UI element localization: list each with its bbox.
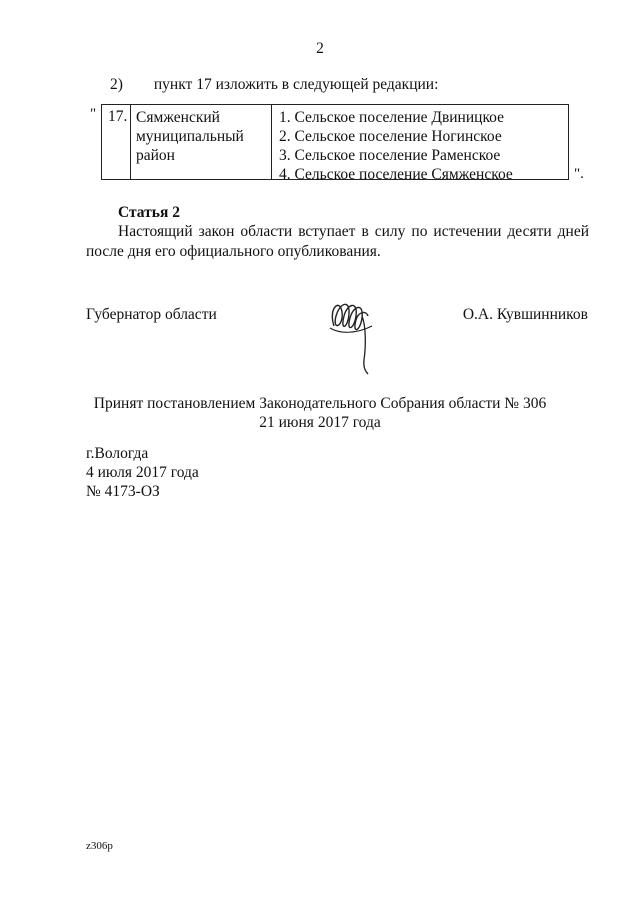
amendment-line: [110, 76, 438, 94]
district-line: муниципальный: [136, 128, 244, 145]
city: г.Вологда: [86, 445, 149, 462]
adoption-line: Принят постановлением Законодательного Собрания области № 306: [93, 395, 547, 412]
table-row-number: 17.: [108, 108, 128, 125]
amendment-text: пункт 17 изложить в следующей редакции:: [153, 76, 439, 93]
amendment-number: 2): [110, 76, 123, 93]
place-and-date: [86, 444, 199, 501]
district-line: Сямженский: [136, 109, 220, 126]
page-number: 2: [316, 40, 324, 57]
district-line: район: [136, 147, 175, 164]
settlement-item: 1. Сельское поселение Двиницкое: [279, 109, 504, 126]
table-open-quote: ": [90, 106, 97, 122]
law-date: 4 июля 2017 года: [86, 464, 199, 481]
article-text: Настоящий закон области вступает в силу по истечении десяти дней после дня его официального опубликования.: [86, 223, 589, 260]
table-district-cell: [136, 108, 266, 165]
table-divider: [271, 105, 272, 179]
adoption-date: 21 июня 2017 года: [259, 414, 381, 431]
signatory-name: О.А. Кувшинников: [462, 306, 588, 323]
signatory-title: Губернатор области: [86, 306, 217, 323]
table-divider: [130, 105, 131, 179]
settlement-item: 2. Сельское поселение Ногинское: [279, 128, 502, 145]
settlements-table: [101, 104, 569, 183]
adoption-note: [0, 394, 640, 432]
table-close-quote: ".: [574, 166, 584, 182]
table-settlements-cell: [279, 108, 513, 184]
law-number: № 4173-ОЗ: [86, 483, 160, 500]
article-title: Статья 2: [118, 204, 180, 221]
settlement-item: 4. Сельское поселение Сямженское: [279, 166, 513, 183]
settlement-item: 3. Сельское поселение Раменское: [279, 147, 501, 164]
handwritten-signature: [322, 286, 382, 378]
footer-code: z306p: [86, 840, 113, 852]
